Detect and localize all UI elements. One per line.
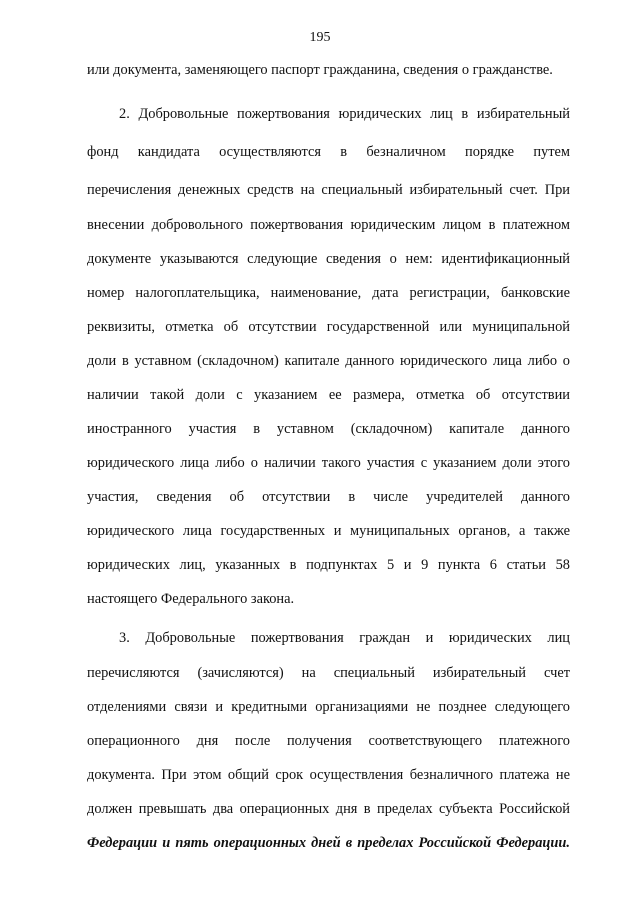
text-line: внесении добровольного пожертвования юридическим лицом в платежном — [87, 217, 570, 233]
text-line: отделениями связи и кредитными организациями не позднее следующего — [87, 699, 570, 715]
text-line: фонд кандидата осуществляются в безналичном порядке путем — [87, 144, 570, 160]
text-line: доли в уставном (складочном) капитале данного юридического лица либо о — [87, 353, 570, 369]
text-line: реквизиты, отметка об отсутствии государственной или муниципальной — [87, 319, 570, 335]
text-line: юридического лица государственных и муниципальных органов, а также — [87, 523, 570, 539]
text-line: или документа, заменяющего паспорт гражданина, сведения о гражданстве. — [87, 62, 553, 78]
text-line: участия, сведения об отсутствии в числе учредителей данного — [87, 489, 570, 505]
text-line: юридических лиц, указанных в подпунктах 5 и 9 пункта 6 статьи 58 — [87, 557, 570, 573]
text-line: настоящего Федерального закона. — [87, 591, 295, 607]
paragraph-2-first-line: 2. Добровольные пожертвования юридических лиц в избирательный — [119, 106, 570, 122]
text-line: документа. При этом общий срок осуществления безналичного платежа не — [87, 767, 570, 783]
text-line: иностранного участия в уставном (складочном) капитале данного — [87, 421, 570, 437]
text-line: наличии такой доли с указанием ее размера, отметка об отсутствии — [87, 387, 570, 403]
text-line: должен превышать два операционных дня в пределах субъекта Российской — [87, 801, 570, 817]
text-line: операционного дня после получения соответствующего платежного — [87, 733, 570, 749]
text-line: перечисления денежных средств на специальный избирательный счет. При — [87, 182, 570, 198]
text-line: перечисляются (зачисляются) на специальный избирательный счет — [87, 665, 570, 681]
text-line: Федерации и пять операционных дней в пределах Российской Федерации. — [87, 835, 570, 851]
page-number: 195 — [309, 30, 331, 45]
text-line: документе указываются следующие сведения о нем: идентификационный — [87, 251, 570, 267]
paragraph-3-first-line: 3. Добровольные пожертвования граждан и юридических лиц — [119, 630, 570, 646]
text-line: номер налогоплательщика, наименование, дата регистрации, банковские — [87, 285, 570, 301]
text-line: юридического лица либо о наличии такого участия с указанием доли этого — [87, 455, 570, 471]
